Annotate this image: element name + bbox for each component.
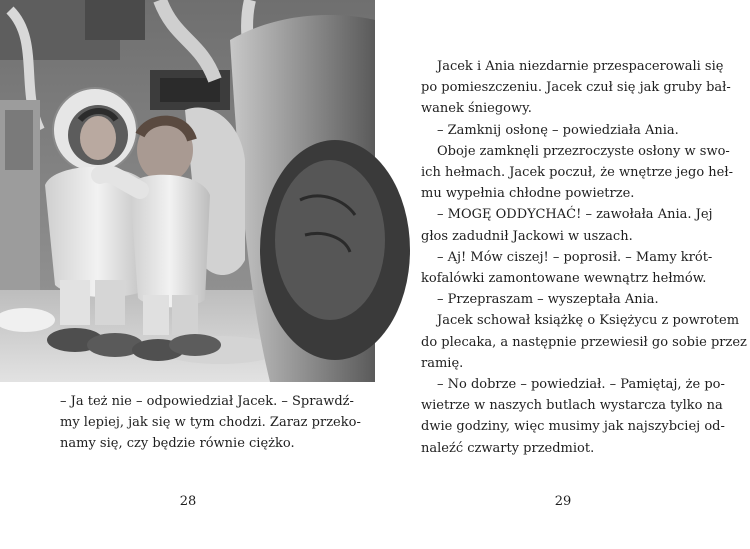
- paragraph: [421, 141, 733, 205]
- text-line: ich hełmach. Jacek poczuł, że wnętrze jego heł-: [421, 165, 733, 181]
- text-line: – Aj! Mów ciszej! – poprosił. – Mamy krót-: [437, 249, 713, 265]
- right-page-text: [421, 56, 747, 459]
- paragraph: [421, 289, 699, 310]
- text-line: dwie godziny, więc musimy jak najszybciej od-: [421, 419, 725, 435]
- text-line: do plecaka, a następnie przewiesił go sobie przez: [421, 334, 747, 350]
- page-number-left: 28: [179, 494, 197, 509]
- text-line: kofalówki zamontowane wewnątrz hełmów.: [421, 271, 707, 287]
- text-line: my lepiej, jak się w tym chodzi. Zaraz przeko-: [60, 415, 361, 430]
- illustration-drawing: [0, 0, 375, 382]
- text-line: po pomieszczeniu. Jacek czuł się jak gruby bał-: [421, 80, 731, 96]
- text-line: mu wypełnia chłodne powietrze.: [421, 186, 635, 202]
- paragraph: [421, 247, 713, 289]
- paragraph: [421, 204, 713, 246]
- text-line: – MOGĘ ODDYCHAĆ! – zawołała Ania. Jej: [437, 207, 713, 223]
- text-line: namy się, czy będzie równie ciężko.: [60, 436, 295, 451]
- paragraph: [421, 310, 747, 374]
- left-paragraph: [48, 391, 361, 454]
- text-line: – No dobrze – powiedział. – Pamiętaj, że po-: [437, 377, 725, 393]
- text-line: – Zamknij osłonę – powiedziała Ania.: [437, 122, 679, 138]
- left-page-text: [48, 391, 361, 454]
- text-line: głos zadudnił Jackowi w uszach.: [421, 228, 633, 244]
- paragraph: [421, 374, 725, 459]
- paragraph: [421, 120, 699, 141]
- text-line: Jacek i Ania niezdarnie przespacerowali się: [437, 59, 724, 74]
- text-line: Oboje zamknęli przezroczyste osłony w swo-: [437, 143, 730, 159]
- page-number-right: 29: [554, 494, 572, 509]
- text-line: ramię.: [421, 355, 464, 371]
- text-line: – Przepraszam – wyszeptała Ania.: [437, 292, 659, 308]
- text-line: – Ja też nie – odpowiedział Jacek. – Sprawdź-: [60, 394, 354, 409]
- paragraph: [421, 56, 731, 120]
- astronauts-illustration: [0, 0, 375, 382]
- text-line: Jacek schował książkę o Księżycu z powrotem: [437, 313, 740, 329]
- text-line: naleźć czwarty przedmiot.: [421, 440, 595, 456]
- text-line: wanek śniegowy.: [421, 101, 532, 117]
- text-line: wietrze w naszych butlach wystarcza tylko na: [421, 398, 723, 414]
